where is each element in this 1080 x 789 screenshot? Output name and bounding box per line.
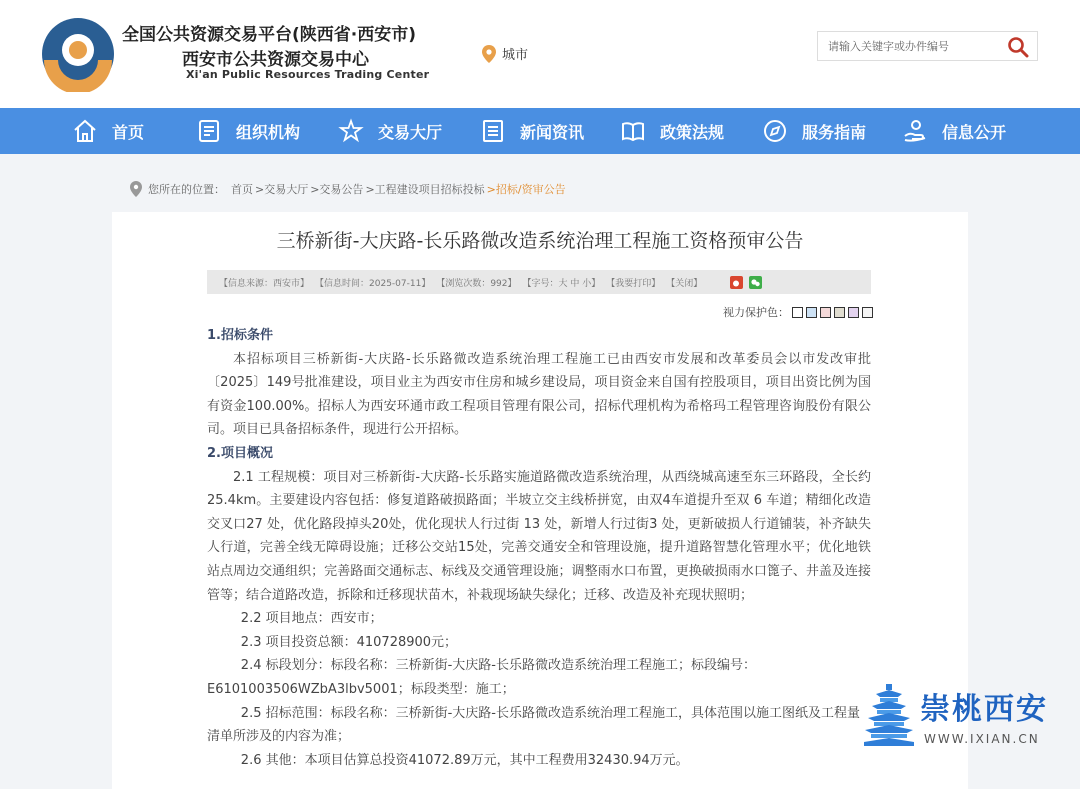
breadcrumb-trade-notice[interactable]: >交易公告 [310,183,364,196]
watermark [862,684,1062,752]
article-title: 三桥新街-大庆路-长乐路微改造系统治理工程施工资格预审公告 [276,230,804,252]
site-header [0,0,1080,108]
color-swatch-2[interactable] [806,307,817,318]
hand-icon [902,118,928,144]
breadcrumb [130,181,566,197]
nav-item-org[interactable]: 组织机构 [196,108,300,154]
home-icon [72,118,98,144]
location-pin-icon [130,181,142,197]
paragraph: 本招标项目三桥新街-大庆路-长乐路微改造系统治理工程施工已由西安市发展和改革委员会以市发改审批〔2025〕149号批准建设，项目业主为西安市住房和城乡建设局，项目资金来自国有控股项目，项目出资比例为国有资金100.00%。招标人为西安环通市政工程项目管理有限公司，招标代理机构为希格玛工程管理咨询股份有限公司。项目已具备招标条件，现进行公开招标。 [207,351,871,438]
city-selector[interactable] [482,44,528,63]
search-icon[interactable] [1007,36,1029,58]
search-input[interactable] [818,32,1003,60]
nav-item-news[interactable]: 新闻资讯 [480,108,584,154]
org-icon [196,118,222,144]
nav-item-trade-hall[interactable]: 交易大厅 [338,108,442,154]
watermark-text: 崇桃西安 [920,692,1048,727]
breadcrumb-home[interactable]: 首页 [231,183,253,196]
watermark-pagoda-icon [864,684,914,748]
close-link[interactable]: 【关闭】 [666,278,703,289]
news-icon [480,118,506,144]
paragraph: 2.6 其他：本项目估算总投资41072.89万元，其中工程费用32430.94万元。 [240,752,689,768]
color-swatch-6[interactable] [862,307,873,318]
site-logo-icon[interactable] [40,16,116,92]
meta-time: 【信息时间：2025-07-11】 [315,278,431,289]
nav-item-service-guide[interactable]: 服务指南 [762,108,866,154]
color-swatch-1[interactable] [792,307,803,318]
star-icon [338,118,364,144]
meta-source: 【信息来源：西安市】 [219,278,310,289]
meta-views: 【浏览次数：992】 [436,278,517,289]
location-pin-icon [482,45,496,63]
breadcrumb-construction-bidding[interactable]: >工程建设项目招标投标 [365,183,485,196]
article-meta-bar [207,270,871,294]
section-heading: 1.招标条件 [207,328,273,343]
article-card [112,212,968,789]
search-box [817,31,1038,61]
color-swatch-5[interactable] [848,307,859,318]
paragraph: 2.3 项目投资总额：410728900元； [240,634,458,650]
compass-icon [762,118,788,144]
site-subtitle: 西安市公共资源交易中心 [182,50,369,70]
nav-item-policy[interactable]: 政策法规 [620,108,724,154]
share-wechat-icon[interactable] [749,276,762,289]
site-title: 全国公共资源交易平台(陕西省·西安市) [122,25,416,45]
paragraph: 2.1 工程规模：项目对三桥新街-大庆路-长乐路实施道路微改造系统治理，从西绕城高速至东三环路段，全长约25.4km。主要建设内容包括：修复道路破损路面；半坡立交主线桥拼宽，由双4车道提升至双 6 车道；精细化改造交叉口27 处，优化路段掉头20处，优化现状人行过街 13 处，新增人行过街3 处，更新破损人行道铺装，补齐缺失人行道，完善全线无障碍设施；迁移公交站15处，完善交通安全和管理设施，提升道路智慧化管理水平；优化地铁站点周边交通组织；完善路面交通标志、标线及交通管理设施；调整雨水口布置，更换破损雨水口篦子、井盖及连接管等；结合道路改造，拆除和迁移现状苗木，补栽现场缺失绿化；迁移、改造及补充现状照明； [207,469,871,603]
city-label: 城市 [502,48,529,63]
font-size-control[interactable]: 【字号：大 中 小】 [522,278,601,289]
share-weibo-icon[interactable] [730,276,743,289]
breadcrumb-trade-hall[interactable]: >交易大厅 [255,183,309,196]
article-body [207,324,871,772]
main-nav [0,108,1080,154]
eye-protection-colors [723,304,873,320]
section-heading: 2.项目概况 [207,445,273,461]
book-icon [620,118,646,144]
paragraph: 2.2 项目地点：西安市； [240,611,383,627]
paragraph: 2.5 招标范围：标段名称：三桥新街-大庆路-长乐路微改造系统治理工程施工，具体范围以施工图纸及工程量清单所涉及的内容为准； [207,705,860,745]
eye-protection-label: 视力保护色： [723,306,789,319]
breadcrumb-prefix: 您所在的位置： [148,183,225,196]
nav-item-info-disclosure[interactable]: 信息公开 [902,108,1006,154]
watermark-url: WWW.IXIAN.CN [924,732,1040,746]
nav-item-home[interactable]: 首页 [72,108,144,154]
breadcrumb-current[interactable]: >招标/资审公告 [486,183,566,196]
site-title-english: Xi'an Public Resources Trading Center [186,68,430,81]
color-swatch-3[interactable] [820,307,831,318]
color-swatch-4[interactable] [834,307,845,318]
print-link[interactable]: 【我要打印】 [606,278,661,289]
paragraph: 2.4 标段划分：标段名称：三桥新街-大庆路-长乐路微改造系统治理工程施工；标段编号：E6101003506WZbA3lbv5001；标段类型：施工； [207,658,756,697]
